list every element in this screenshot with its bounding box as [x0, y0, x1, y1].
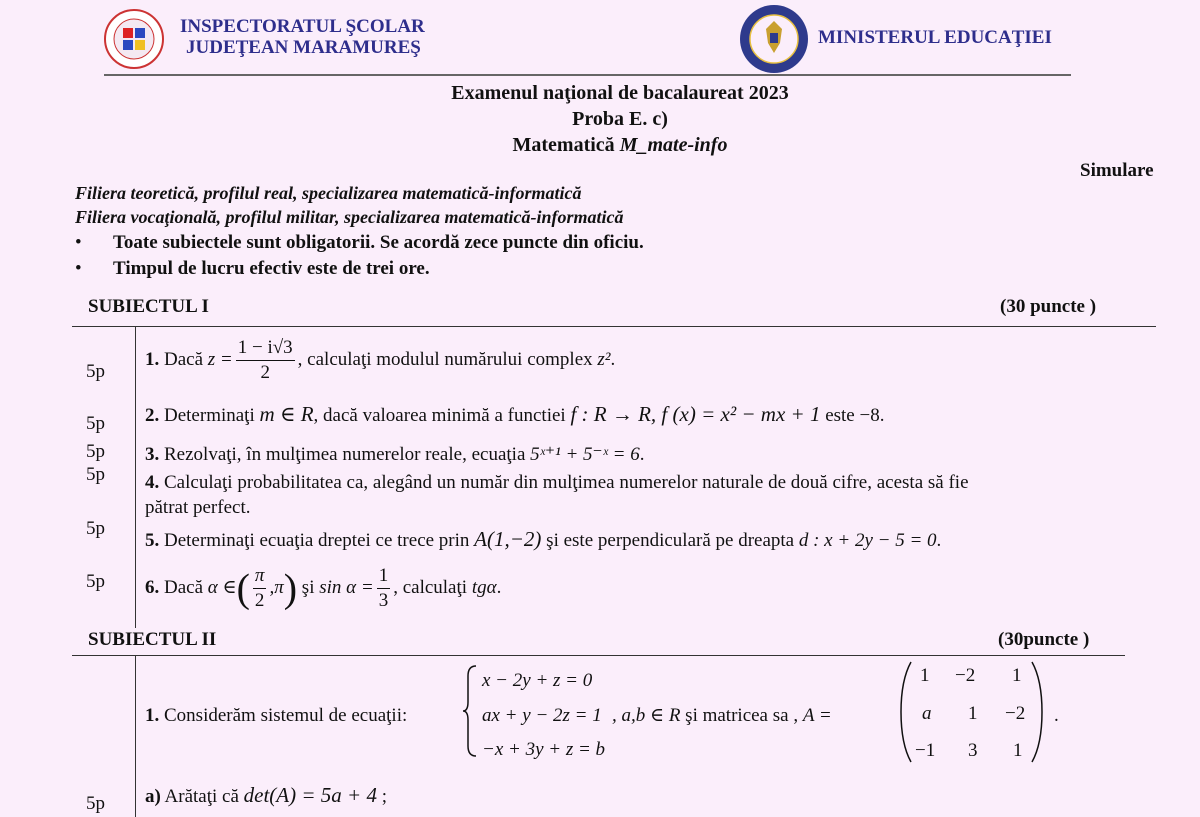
q1-frac-num: 1 − i√3 — [236, 336, 295, 361]
q1-frac-den: 2 — [260, 362, 270, 383]
q6-frac2-num: 1 — [377, 564, 391, 589]
q2-text-c: este −8. — [820, 405, 885, 426]
q2-text-a: Determinaţi — [159, 405, 260, 426]
q1-text — [145, 336, 615, 385]
q2-math-a: m ∈ R — [259, 402, 314, 426]
q5-text-b: şi este perpendiculară pe dreapta — [541, 530, 799, 551]
q4-number: 4. — [145, 472, 160, 493]
filiera-line2: Filiera vocaţională, profilul militar, specializarea matematică-informatică — [75, 207, 624, 227]
q4-text — [145, 472, 969, 494]
q6-number: 6. — [145, 576, 160, 598]
s2-a-end: ; — [376, 786, 387, 807]
q3-text-b: . — [639, 444, 645, 465]
q6-math-c: sin α = — [319, 576, 374, 598]
q6-right-paren: ) — [283, 565, 298, 611]
subiect2-title: SUBIECTUL II — [88, 629, 217, 650]
bullet-item — [75, 258, 430, 280]
q1-text-b: , calculaţi modulul numărului complex — [297, 348, 598, 370]
matrix-cell: 1 — [1013, 740, 1023, 761]
bullet-text: Timpul de lucru efectiv este de trei ore. — [113, 258, 430, 279]
q1-fraction — [236, 336, 295, 385]
q4-text-continued: pătrat perfect. — [145, 497, 251, 518]
q5-math-b: d : x + 2y − 5 = 0 — [798, 530, 937, 551]
s2-a-text-a: Arătaţi că — [160, 786, 244, 807]
q6-points: 5p — [86, 571, 105, 592]
q6-math-d: tgα — [471, 576, 497, 598]
exam-subject — [0, 134, 1200, 157]
s2-a-label: a) — [145, 786, 161, 807]
bullet-dot: • — [75, 258, 82, 279]
q3-number: 3. — [145, 444, 160, 465]
q6-frac1-num: π — [253, 564, 267, 589]
s2-a-text — [145, 784, 387, 808]
q3-text-a: Rezolvaţi, în mulţimea numerelor reale, ecuaţia — [159, 444, 531, 465]
q5-points: 5p — [86, 518, 105, 539]
isj-org-line2: JUDEŢEAN MARAMUREŞ — [186, 37, 421, 58]
q4-points: 5p — [86, 464, 105, 485]
q5-text — [145, 528, 941, 552]
q2-points: 5p — [86, 413, 105, 434]
q1-text-a: Dacă — [159, 348, 208, 370]
q5-number: 5. — [145, 530, 160, 551]
header-divider — [104, 74, 1071, 76]
subiect1-title: SUBIECTUL I — [88, 296, 209, 317]
q1-number: 1. — [145, 348, 160, 370]
q6-fraction-2 — [377, 564, 391, 613]
q6-text-c: , calculaţi — [393, 576, 472, 598]
subiect2-top-rule — [72, 655, 1125, 656]
q1-math-b: z² — [597, 348, 611, 370]
q6-text-b: şi — [297, 576, 320, 598]
matrix-label: A = — [802, 705, 832, 726]
q3-text — [145, 444, 645, 466]
isj-org-name — [180, 16, 425, 58]
matrix-cell: a — [922, 703, 932, 724]
q5-text-a: Determinaţi ecuaţia dreptei ce trece prin — [159, 530, 475, 551]
exam-subject-profile: M_mate-info — [619, 134, 728, 156]
isj-org-line1: INSPECTORATUL ŞCOLAR — [180, 16, 425, 37]
q6-fraction-1 — [253, 564, 267, 613]
matrix-right-paren — [1030, 660, 1044, 764]
q6-frac2-den: 3 — [378, 590, 389, 611]
system-brace — [462, 664, 478, 758]
q2-math-b: f : R → R, f (x) = x² − mx + 1 — [570, 402, 821, 426]
subiect2-points: (30puncte ) — [998, 629, 1090, 650]
q6-math-a: α ∈ — [207, 576, 237, 598]
q3-points: 5p — [86, 441, 105, 462]
exam-probe: Proba E. c) — [572, 108, 668, 130]
q6-text-a: Dacă — [159, 576, 208, 598]
q3-math-a: 5ˣ⁺¹ + 5⁻ˣ = 6 — [530, 444, 640, 465]
matrix-cell: −2 — [1005, 703, 1026, 724]
bullet-dot: • — [75, 232, 82, 253]
matrix-cell: 1 — [1012, 665, 1022, 686]
q2-text — [145, 403, 884, 427]
q1-points: 5p — [86, 361, 105, 382]
s2-q1-number: 1. — [145, 705, 160, 726]
q2-number: 2. — [145, 405, 160, 426]
matrix-cell: −1 — [915, 740, 936, 761]
exam-title: Examenul naţional de bacalaureat 2023 — [451, 82, 789, 104]
s2-q1-text: Considerăm sistemul de ecuaţii: — [159, 705, 408, 726]
s2-q1-middle — [612, 705, 832, 727]
q6-text — [145, 564, 501, 613]
s2-q1-mid-text: şi matricea sa , — [680, 705, 803, 726]
system-eq2: ax + y − 2z = 1 — [482, 705, 602, 726]
ministry-name: MINISTERUL EDUCAŢIEI — [818, 27, 1052, 48]
subiect1-top-rule — [72, 326, 1156, 327]
filiera-line1: Filiera teoretică, profilul real, specializarea matematică-informatică — [75, 183, 582, 203]
s2-q1-math: , a,b ∈ R — [612, 705, 681, 726]
q6-frac1-den: 2 — [254, 590, 265, 611]
q6-math-b: ,π — [269, 576, 284, 598]
s2-a-points: 5p — [86, 793, 105, 814]
matrix-end-period: . — [1054, 705, 1059, 726]
q5-math-a: A(1,−2) — [474, 527, 542, 551]
matrix-cell: 1 — [968, 703, 978, 724]
q1-math-a: z = — [207, 348, 233, 370]
bullet-item — [75, 232, 644, 254]
q6-text-d: . — [496, 576, 502, 598]
system-eq1: x − 2y + z = 0 — [482, 670, 593, 691]
q1-text-c: . — [610, 348, 616, 370]
bullet-text: Toate subiectele sunt obligatorii. Se acordă zece puncte din oficiu. — [113, 232, 644, 253]
q4-text-a: Calculaţi probabilitatea ca, alegând un număr din mulţimea numerelor naturale de două cifre, acesta să fie — [159, 472, 969, 493]
exam-subject-prefix: Matematică — [512, 134, 620, 156]
subiect1-column-rule — [135, 326, 136, 628]
q5-text-c: . — [936, 530, 942, 551]
q6-left-paren: ( — [236, 565, 250, 611]
isj-logo — [103, 8, 165, 70]
subiect2-column-rule — [135, 655, 136, 817]
subiect1-points: (30 puncte ) — [1000, 296, 1097, 317]
s2-a-math: det(A) = 5a + 4 — [243, 783, 377, 807]
system-eq3: −x + 3y + z = b — [482, 739, 606, 760]
matrix-left-paren — [899, 660, 913, 764]
s2-q1-intro — [145, 705, 407, 727]
matrix-cell: 3 — [968, 740, 978, 761]
matrix-cell: 1 — [920, 665, 930, 686]
simulare-label: Simulare — [1080, 160, 1154, 181]
q2-text-b: , dacă valoarea minimă a functiei — [313, 405, 571, 426]
government-seal — [738, 3, 810, 75]
matrix-cell: −2 — [955, 665, 976, 686]
